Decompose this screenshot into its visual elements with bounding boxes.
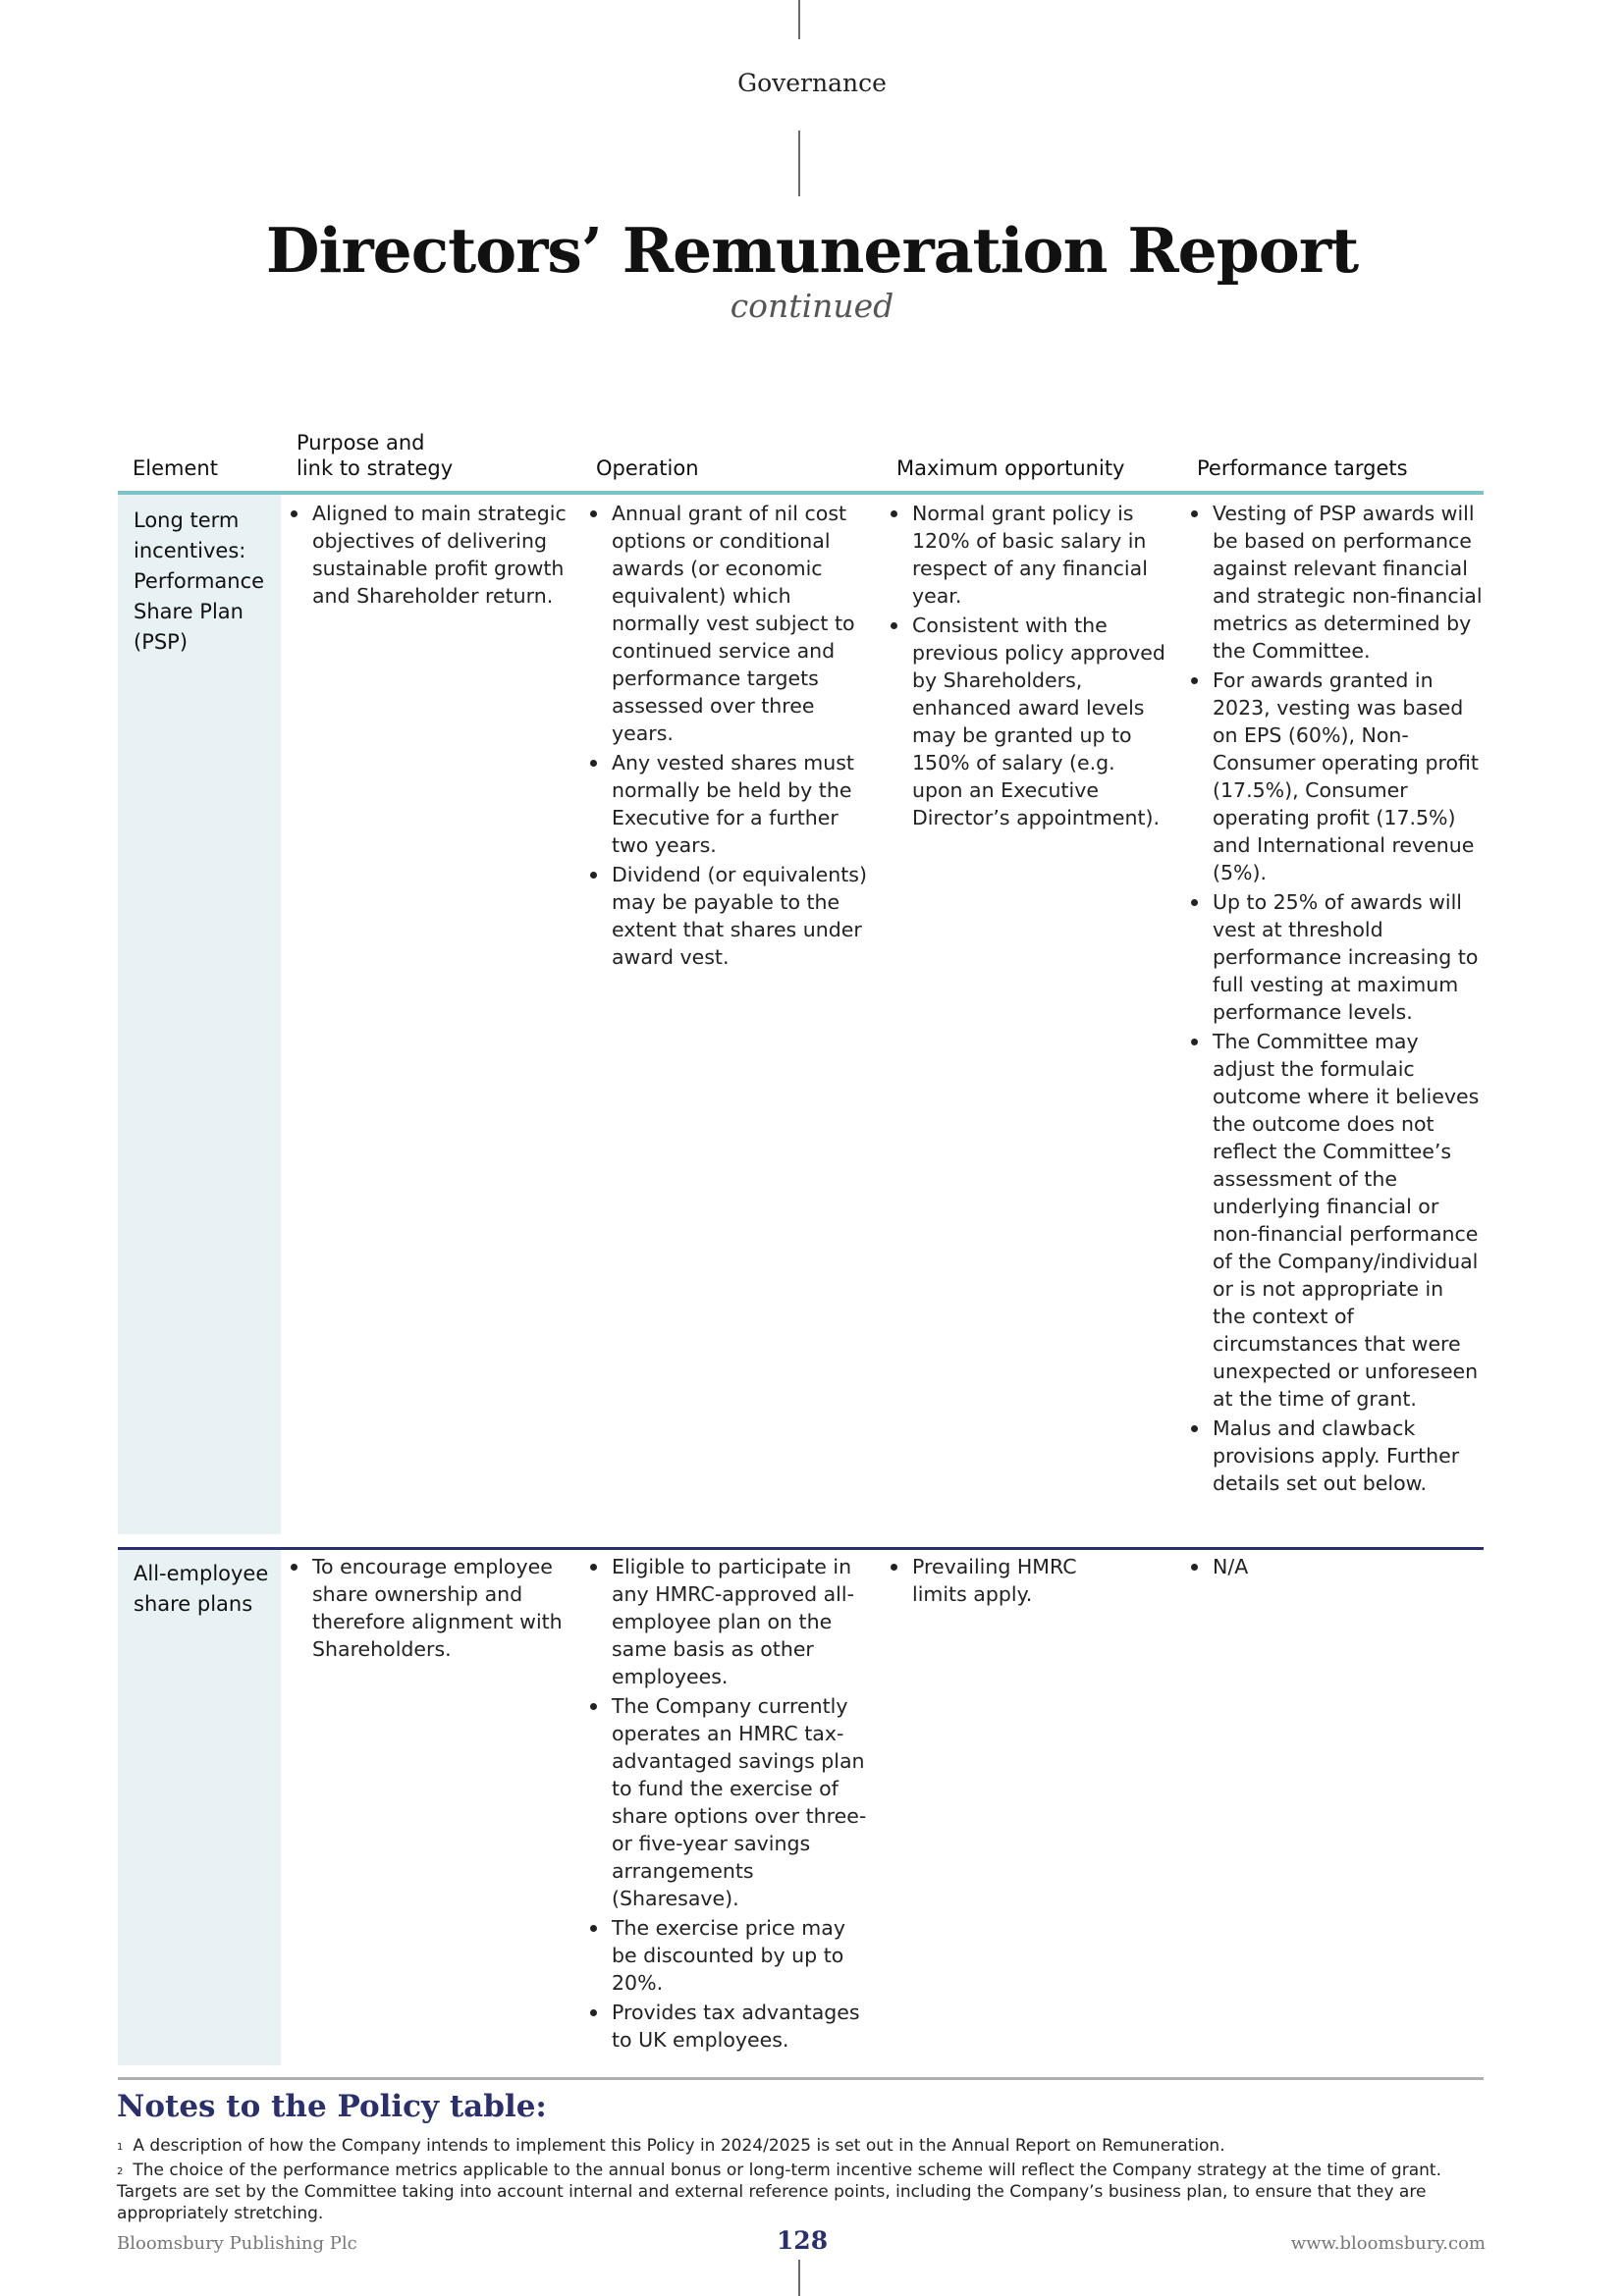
row2-operation: [587, 1553, 874, 2056]
note-marker: 1: [117, 2142, 124, 2153]
row1-maximum: [888, 500, 1170, 833]
list-item: Aligned to main strategic objectives of delivering sustainable profit growth and Shareholder return.: [288, 500, 568, 610]
section-label: Governance: [737, 69, 887, 97]
list-item: The Company currently operates an HMRC tax-advantaged savings plan to fund the exercise of share options over three- or five-year savings arrangements (Sharesave).: [587, 1692, 874, 1912]
list-item: Dividend (or equivalents) may be payable to the extent that shares under award vest.: [587, 861, 874, 971]
list-item: Normal grant policy is 120% of basic salary in respect of any financial year.: [888, 500, 1170, 610]
row-divider: [118, 1547, 1484, 1550]
table-bottom-rule: [118, 2077, 1484, 2080]
col-header-purpose-line1: Purpose and: [297, 431, 425, 454]
list-item: Eligible to participate in any HMRC-approved all-employee plan on the same basis as other employees.: [587, 1553, 874, 1690]
top-divider-line: [798, 0, 800, 39]
bottom-divider-line: [798, 2260, 800, 2296]
note-1: [117, 2135, 1487, 2157]
list-item: Consistent with the previous policy approved by Shareholders, enhanced award levels may be granted up to 150% of salary (e.g. upon an Executive Director’s appointment).: [888, 612, 1170, 831]
list-item: Any vested shares must normally be held by the Executive for a further two years.: [587, 749, 874, 859]
page-subtitle: continued: [730, 287, 894, 325]
list-item: For awards granted in 2023, vesting was based on EPS (60%), Non-Consumer operating profit (17.5%), Consumer operating profit (17.5%) and International revenue (5%).: [1188, 667, 1483, 886]
row2-purpose: [288, 1553, 568, 1665]
list-item: Annual grant of nil cost options or conditional awards (or economic equivalent) which normally vest subject to continued service and performance targets assessed over three years.: [587, 500, 874, 747]
notes-heading: Notes to the Policy table:: [117, 2089, 547, 2124]
note-text: The choice of the performance metrics applicable to the annual bonus or long-term incentive scheme will reflect the Company strategy at the time of grant. Targets are set by the Committee taking into account internal and external reference points, including the Company’s business plan, to ensure that they are appropriately stretching.: [117, 2161, 1441, 2223]
list-item: Prevailing HMRC limits apply.: [888, 1553, 1104, 1608]
row1-operation: [587, 500, 874, 973]
row1-performance: [1188, 500, 1483, 1499]
row2-maximum: [888, 1553, 1104, 1610]
list-item: The Committee may adjust the formulaic outcome where it believes the outcome does not reflect the Committee’s assessment of the underlying financial or non-financial performance of the Company/individual or is not appropriate in the context of circumstances that were unexpected or unforeseen at the time of grant.: [1188, 1028, 1483, 1413]
note-text: A description of how the Company intends to implement this Policy in 2024/2025 is set out in the Annual Report on Remuneration.: [133, 2136, 1225, 2156]
col-header-performance: Performance targets: [1197, 456, 1408, 480]
row2-element-background: [118, 1550, 281, 2065]
list-item: N/A: [1188, 1553, 1483, 1580]
row1-element: Long term incentives: Performance Share Plan (PSP): [134, 508, 265, 654]
header-rule: [118, 491, 1484, 495]
row1-purpose: [288, 500, 568, 612]
list-item: Provides tax advantages to UK employees.: [587, 1999, 874, 2054]
col-header-maximum: Maximum opportunity: [896, 456, 1125, 480]
list-item: Vesting of PSP awards will be based on performance against relevant financial and strategic non-financial metrics as determined by the Committee.: [1188, 500, 1483, 665]
footer-website-link[interactable]: www.bloomsbury.com: [1290, 2233, 1486, 2254]
list-item: To encourage employee share ownership and therefore alignment with Shareholders.: [288, 1553, 568, 1663]
page-title: Directors’ Remuneration Report: [265, 214, 1359, 287]
section-divider-line: [798, 131, 800, 196]
note-2: [117, 2160, 1487, 2224]
footer-page-number: 128: [776, 2226, 829, 2255]
col-header-purpose-line2: link to strategy: [297, 456, 454, 480]
row2-performance: [1188, 1553, 1483, 1582]
col-header-element: Element: [133, 456, 218, 480]
list-item: The exercise price may be discounted by up to 20%.: [587, 1914, 874, 1997]
list-item: Malus and clawback provisions apply. Further details set out below.: [1188, 1415, 1483, 1497]
footer-company: Bloomsbury Publishing Plc: [117, 2233, 357, 2254]
note-marker: 2: [117, 2166, 124, 2177]
col-header-operation: Operation: [596, 456, 699, 480]
row2-element: All-employee share plans: [134, 1562, 269, 1616]
list-item: Up to 25% of awards will vest at threshold performance increasing to full vesting at maximum performance levels.: [1188, 888, 1483, 1026]
col-header-purpose: [297, 430, 453, 481]
